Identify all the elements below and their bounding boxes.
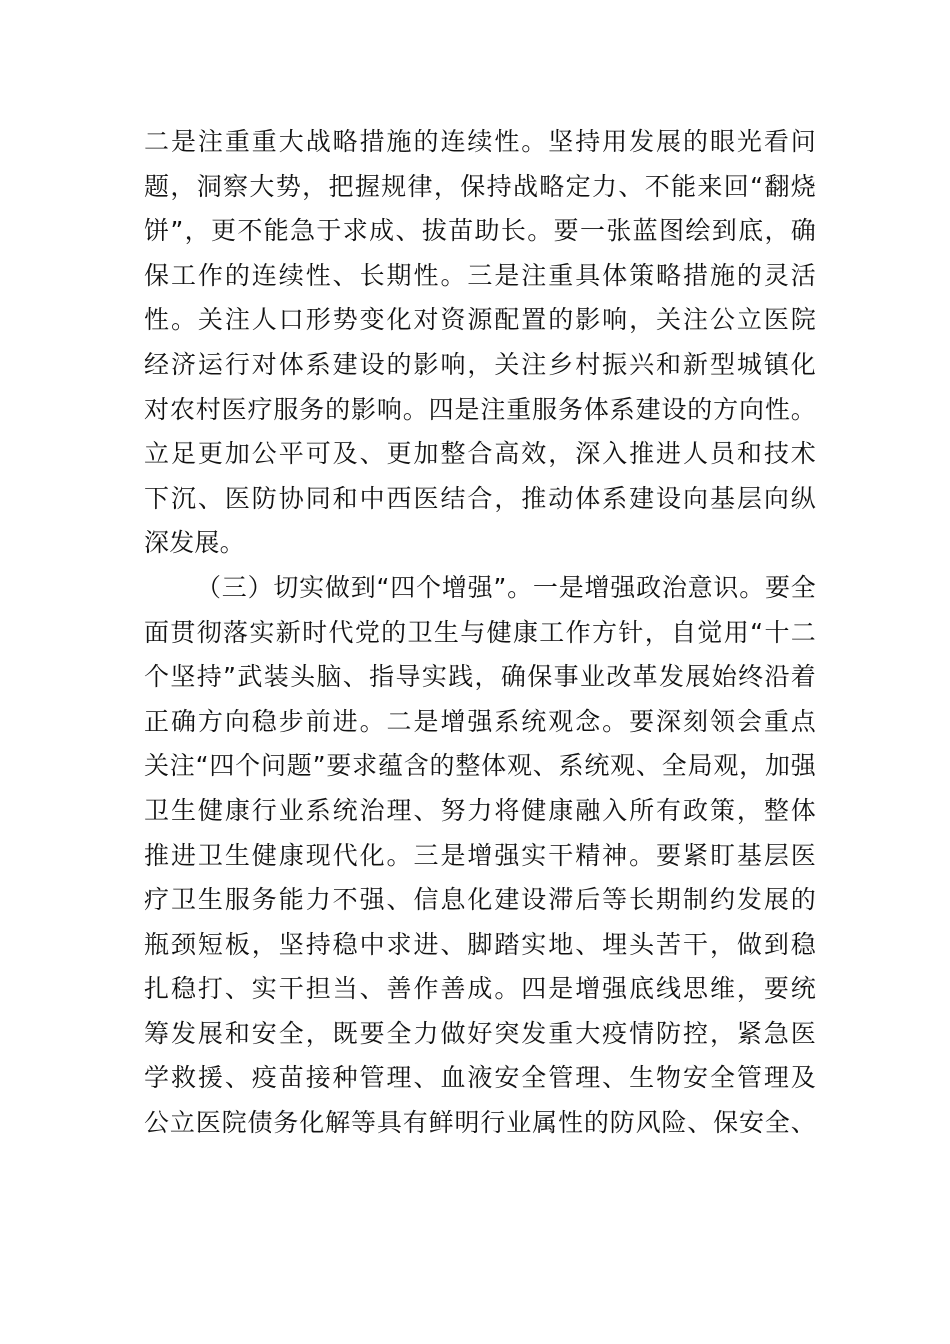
section-heading-line: （三）切实做到“四个增强”。一是增强政治意识。要全: [196, 572, 816, 602]
text-line-5: 性。关注人口形势变化对资源配置的影响，关注公立医院: [144, 305, 816, 335]
text-line-20: 扎稳打、实干担当、善作善成。四是增强底线思维，要统: [144, 974, 816, 1004]
text-line-22: 学救援、疫苗接种管理、血液安全管理、生物安全管理及: [144, 1063, 816, 1093]
text-line-3: 饼”，更不能急于求成、拔苗助长。要一张蓝图绘到底，确: [144, 216, 816, 246]
document-body: [144, 120, 816, 1146]
text-line-12: 面贯彻落实新时代党的卫生与健康工作方针，自觉用“十二: [144, 617, 816, 647]
text-line-17: 推进卫生健康现代化。三是增强实干精神。要紧盯基层医: [144, 840, 816, 870]
text-line-2: 题，洞察大势，把握规律，保持战略定力、不能来回“翻烧: [144, 171, 816, 201]
text-line-15: 关注“四个问题”要求蕴含的整体观、系统观、全局观，加强: [144, 751, 816, 781]
text-line-7: 对农村医疗服务的影响。四是注重服务体系建设的方向性。: [144, 394, 816, 424]
text-line-18: 疗卫生服务能力不强、信息化建设滞后等长期制约发展的: [144, 885, 816, 915]
text-line-13: 个坚持”武装头脑、指导实践，确保事业改革发展始终沿着: [144, 662, 816, 692]
text-line-8: 立足更加公平可及、更加整合高效，深入推进人员和技术: [144, 439, 816, 469]
text-line-23: 公立医院债务化解等具有鲜明行业属性的防风险、保安全、: [144, 1108, 816, 1138]
text-line-16: 卫生健康行业系统治理、努力将健康融入所有政策，整体: [144, 795, 816, 825]
text-line-9: 下沉、医防协同和中西医结合，推动体系建设向基层向纵: [144, 483, 816, 513]
text-line-4: 保工作的连续性、长期性。三是注重具体策略措施的灵活: [144, 260, 816, 290]
text-line-19: 瓶颈短板，坚持稳中求进、脚踏实地、埋头苦干，做到稳: [144, 929, 816, 959]
text-line-10: 深发展。: [144, 528, 245, 558]
text-line-6: 经济运行对体系建设的影响，关注乡村振兴和新型城镇化: [144, 349, 816, 379]
text-line-14: 正确方向稳步前进。二是增强系统观念。要深刻领会重点: [144, 706, 816, 736]
text-line-21: 筹发展和安全，既要全力做好突发重大疫情防控，紧急医: [144, 1018, 816, 1048]
text-line-1: 二是注重重大战略措施的连续性。坚持用发展的眼光看问: [144, 127, 816, 156]
